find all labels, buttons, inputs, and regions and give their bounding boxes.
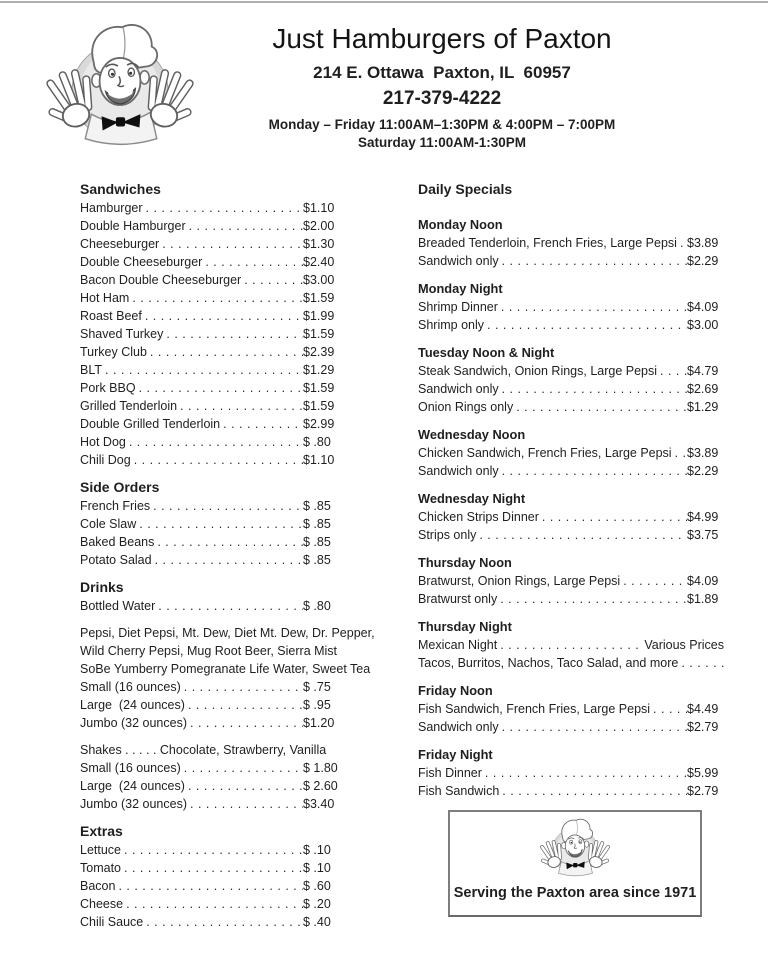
dot-leader bbox=[499, 462, 687, 480]
dot-leader bbox=[163, 325, 303, 343]
item-price: $ .80 bbox=[303, 435, 331, 449]
dot-leader bbox=[476, 526, 687, 544]
item-name: Large (24 ounces) bbox=[80, 698, 185, 712]
item-name: Chicken Strips Dinner bbox=[418, 510, 539, 524]
dot-leader bbox=[220, 415, 303, 433]
item-price: $4.09 bbox=[687, 574, 719, 588]
daily-special bbox=[418, 554, 724, 608]
menu-section bbox=[80, 578, 343, 615]
item-price: $1.59 bbox=[303, 381, 335, 395]
special-day-heading: Monday Night bbox=[418, 281, 503, 296]
daily-special bbox=[418, 490, 724, 544]
item-price: $2.00 bbox=[303, 219, 335, 233]
menu-item bbox=[80, 759, 343, 777]
item-name: Bratwurst only bbox=[418, 592, 498, 606]
item-name: Shaved Turkey bbox=[80, 327, 164, 341]
menu-item bbox=[80, 289, 343, 307]
item-name: Bacon Double Cheeseburger bbox=[80, 273, 242, 287]
item-price: $1.10 bbox=[303, 201, 335, 215]
menu-left-column bbox=[80, 180, 375, 931]
menu-section bbox=[80, 180, 343, 469]
menu-item bbox=[80, 235, 343, 253]
menu-item bbox=[80, 597, 343, 615]
item-name: Cheese bbox=[80, 897, 124, 911]
dot-leader bbox=[121, 841, 303, 859]
menu-item bbox=[80, 415, 343, 433]
menu-item bbox=[80, 678, 343, 696]
special-day-heading: Friday Noon bbox=[418, 683, 493, 698]
soda-jerk-mascot-icon-small bbox=[536, 815, 614, 884]
item-name: Sandwich only bbox=[418, 720, 499, 734]
section-heading: Sandwiches bbox=[80, 181, 161, 197]
item-name: Double Hamburger bbox=[80, 219, 186, 233]
menu-item bbox=[418, 718, 724, 736]
item-name: Chicken Sandwich, French Fries, Large Pepsi bbox=[418, 446, 672, 460]
item-price: $2.39 bbox=[303, 345, 335, 359]
item-name: Jumbo (32 ounces) bbox=[80, 716, 188, 730]
item-name: Sandwich only bbox=[418, 254, 499, 268]
item-price: $ .40 bbox=[303, 915, 331, 929]
dot-leader bbox=[497, 590, 687, 608]
item-name: Sandwich only bbox=[418, 382, 499, 396]
tagline: Serving the Paxton area since 1971 bbox=[453, 885, 697, 901]
dot-leader bbox=[136, 379, 303, 397]
item-name: Potato Salad bbox=[80, 553, 152, 567]
daily-special bbox=[418, 216, 724, 270]
section-heading: Drinks bbox=[80, 579, 124, 595]
top-rule bbox=[0, 1, 768, 3]
item-name: Small (16 ounces) bbox=[80, 680, 181, 694]
item-price: $ .10 bbox=[303, 861, 331, 875]
menu-item bbox=[418, 764, 724, 782]
item-price: $2.79 bbox=[687, 784, 719, 798]
dot-leader bbox=[152, 551, 303, 569]
item-price: $3.75 bbox=[687, 528, 719, 542]
menu-item bbox=[80, 895, 343, 913]
menu-item bbox=[418, 590, 724, 608]
dot-leader bbox=[186, 217, 303, 235]
item-name: Fish Sandwich, French Fries, Large Pepsi bbox=[418, 702, 651, 716]
menu-item bbox=[80, 271, 343, 289]
special-day-heading: Monday Noon bbox=[418, 217, 503, 232]
menu-item bbox=[418, 654, 724, 672]
item-name: Mexican Night bbox=[418, 638, 498, 652]
item-price: $3.89 bbox=[687, 446, 719, 460]
header-text-block bbox=[122, 22, 762, 150]
dot-leader bbox=[147, 343, 303, 361]
item-price: $1.59 bbox=[303, 291, 335, 305]
item-name: Large (24 ounces) bbox=[80, 779, 185, 793]
special-day-heading: Thursday Noon bbox=[418, 555, 512, 570]
dot-leader bbox=[142, 307, 303, 325]
menu-item bbox=[80, 533, 343, 551]
item-name: Fish Sandwich bbox=[418, 784, 500, 798]
item-price: $ .85 bbox=[303, 553, 331, 567]
item-name: Onion Rings only bbox=[418, 400, 514, 414]
item-price: $ 2.60 bbox=[303, 779, 338, 793]
menu-item bbox=[418, 526, 724, 544]
dot-leader bbox=[672, 444, 687, 462]
section-note: Shakes . . . . . Chocolate, Strawberry, Vanilla bbox=[80, 743, 327, 757]
item-name: Double Cheeseburger bbox=[80, 255, 203, 269]
dot-leader bbox=[129, 289, 303, 307]
item-price: $1.20 bbox=[303, 716, 335, 730]
menu-item bbox=[80, 361, 343, 379]
item-name: Tomato bbox=[80, 861, 121, 875]
phone-number: 217-379-4222 bbox=[382, 88, 502, 109]
dot-leader bbox=[185, 696, 303, 714]
special-day-heading: Thursday Night bbox=[418, 619, 512, 634]
dot-leader bbox=[482, 764, 687, 782]
footer-box bbox=[448, 810, 702, 917]
menu-item bbox=[80, 451, 343, 469]
dot-leader bbox=[126, 433, 303, 451]
dot-leader bbox=[484, 316, 687, 334]
item-price: $2.29 bbox=[687, 254, 719, 268]
daily-special bbox=[418, 280, 724, 334]
item-price: $1.59 bbox=[303, 327, 335, 341]
menu-item bbox=[80, 841, 343, 859]
menu-item bbox=[80, 253, 343, 271]
menu-section bbox=[80, 478, 343, 569]
item-name: BLT bbox=[80, 363, 102, 377]
dot-leader bbox=[539, 508, 687, 526]
dot-leader bbox=[123, 895, 303, 913]
menu-item bbox=[80, 877, 343, 895]
dot-leader bbox=[499, 252, 687, 270]
menu-item bbox=[80, 379, 343, 397]
menu-item bbox=[418, 380, 724, 398]
item-price: $ .10 bbox=[303, 843, 331, 857]
item-price: $1.99 bbox=[303, 309, 335, 323]
item-price: $4.79 bbox=[687, 364, 719, 378]
item-name: Shrimp Dinner bbox=[418, 300, 498, 314]
daily-special bbox=[418, 618, 724, 672]
item-price: $1.59 bbox=[303, 399, 335, 413]
dot-leader bbox=[102, 361, 303, 379]
section-note: Pepsi, Diet Pepsi, Mt. Dew, Diet Mt. Dew, Dr. Pepper, bbox=[80, 626, 375, 640]
dot-leader bbox=[657, 362, 687, 380]
item-price: $ .85 bbox=[303, 517, 331, 531]
menu-item bbox=[80, 515, 343, 533]
menu-item bbox=[418, 398, 724, 416]
menu-item bbox=[418, 252, 724, 270]
daily-special bbox=[418, 426, 724, 480]
item-name: Lettuce bbox=[80, 843, 122, 857]
dot-leader bbox=[620, 572, 687, 590]
item-name: Fish Dinner bbox=[418, 766, 482, 780]
menu-item bbox=[80, 696, 343, 714]
item-price: $5.99 bbox=[687, 766, 719, 780]
item-name: Double Grilled Tenderloin bbox=[80, 417, 221, 431]
item-price: $1.89 bbox=[687, 592, 719, 606]
dot-leader bbox=[181, 678, 303, 696]
menu-item bbox=[80, 325, 343, 343]
dot-leader bbox=[499, 718, 687, 736]
hours-saturday: Saturday 11:00AM-1:30PM bbox=[357, 135, 527, 150]
item-price: $3.00 bbox=[303, 273, 335, 287]
dot-leader bbox=[187, 795, 303, 813]
daily-special bbox=[418, 746, 724, 800]
item-price: $4.09 bbox=[687, 300, 719, 314]
item-price: $4.99 bbox=[687, 510, 719, 524]
item-name: Chili Dog bbox=[80, 453, 131, 467]
item-price: $1.29 bbox=[687, 400, 719, 414]
item-name: Cole Slaw bbox=[80, 517, 137, 531]
dot-leader bbox=[115, 877, 303, 895]
item-name: Shrimp only bbox=[418, 318, 484, 332]
item-name: Hot Dog bbox=[80, 435, 126, 449]
menu-item bbox=[418, 362, 724, 380]
menu-item bbox=[80, 217, 343, 235]
item-name: Pork BBQ bbox=[80, 381, 136, 395]
dot-leader bbox=[154, 533, 303, 551]
item-price: $3.89 bbox=[687, 236, 719, 250]
menu-item bbox=[418, 700, 724, 718]
menu-item bbox=[418, 234, 724, 252]
item-price: Various Prices bbox=[644, 638, 724, 652]
daily-special bbox=[418, 344, 724, 416]
item-name: Hamburger bbox=[80, 201, 143, 215]
item-name: Hot Ham bbox=[80, 291, 130, 305]
menu-item bbox=[80, 714, 343, 732]
dot-leader bbox=[513, 398, 687, 416]
dot-leader bbox=[650, 700, 687, 718]
special-day-heading: Friday Night bbox=[418, 747, 493, 762]
menu-item bbox=[80, 795, 343, 813]
dot-leader bbox=[177, 397, 303, 415]
item-price: $ .95 bbox=[303, 698, 331, 712]
item-price: $ .85 bbox=[303, 499, 331, 513]
section-heading: Side Orders bbox=[80, 479, 160, 495]
item-price: $2.69 bbox=[687, 382, 719, 396]
menu-item bbox=[80, 859, 343, 877]
section-heading: Extras bbox=[80, 823, 123, 839]
menu-item bbox=[80, 497, 343, 515]
menu-item bbox=[418, 316, 724, 334]
menu-item bbox=[80, 913, 343, 931]
menu-item bbox=[80, 777, 343, 795]
item-price: $2.29 bbox=[687, 464, 719, 478]
item-price: $ .85 bbox=[303, 535, 331, 549]
item-price: $2.99 bbox=[303, 417, 335, 431]
item-name: Sandwich only bbox=[418, 464, 499, 478]
item-name: Grilled Tenderloin bbox=[80, 399, 178, 413]
menu-section bbox=[80, 822, 343, 931]
special-day-heading: Wednesday Noon bbox=[418, 427, 526, 442]
dot-leader bbox=[202, 253, 303, 271]
menu-item bbox=[80, 343, 343, 361]
item-price: $ .80 bbox=[303, 599, 331, 613]
menu-item bbox=[80, 307, 343, 325]
daily-specials-column bbox=[418, 180, 724, 917]
item-price: $1.30 bbox=[303, 237, 335, 251]
item-price: $ 1.80 bbox=[303, 761, 338, 775]
section-note: Wild Cherry Pepsi, Mug Root Beer, Sierra Mist bbox=[80, 644, 338, 658]
menu-item bbox=[418, 444, 724, 462]
dot-leader bbox=[159, 235, 303, 253]
item-price: $3.00 bbox=[687, 318, 719, 332]
dot-leader bbox=[678, 654, 724, 672]
menu-item bbox=[418, 782, 724, 800]
item-price: $ .75 bbox=[303, 680, 331, 694]
address-line: 214 E. Ottawa Paxton, IL 60957 bbox=[313, 63, 571, 82]
daily-specials-list bbox=[418, 216, 724, 800]
dot-leader bbox=[241, 271, 303, 289]
special-day-heading: Wednesday Night bbox=[418, 491, 526, 506]
daily-specials-heading: Daily Specials bbox=[418, 181, 513, 197]
item-price: $1.10 bbox=[303, 453, 335, 467]
item-name: Roast Beef bbox=[80, 309, 142, 323]
menu-item bbox=[80, 433, 343, 451]
menu-item bbox=[418, 508, 724, 526]
item-name: Breaded Tenderloin, French Fries, Large Pepsi bbox=[418, 236, 677, 250]
restaurant-title: Just Hamburgers of Paxton bbox=[272, 23, 612, 54]
item-name: Chili Sauce bbox=[80, 915, 144, 929]
dot-leader bbox=[497, 636, 644, 654]
dot-leader bbox=[143, 199, 303, 217]
menu-item bbox=[418, 298, 724, 316]
dot-leader bbox=[498, 298, 687, 316]
item-price: $ .60 bbox=[303, 879, 331, 893]
item-name: Small (16 ounces) bbox=[80, 761, 181, 775]
item-price: $4.49 bbox=[687, 702, 719, 716]
item-price: $1.29 bbox=[303, 363, 335, 377]
item-name: Bacon bbox=[80, 879, 116, 893]
section-note: SoBe Yumberry Pomegranate Life Water, Sweet Tea bbox=[80, 662, 371, 676]
dot-leader bbox=[187, 714, 303, 732]
item-price: $2.40 bbox=[303, 255, 335, 269]
dot-leader bbox=[181, 759, 303, 777]
dot-leader bbox=[136, 515, 303, 533]
menu-item bbox=[80, 551, 343, 569]
menu-section bbox=[80, 624, 375, 732]
item-name: Jumbo (32 ounces) bbox=[80, 797, 188, 811]
menu-item bbox=[418, 572, 724, 590]
dot-leader bbox=[677, 234, 687, 252]
item-name: Bratwurst, Onion Rings, Large Pepsi bbox=[418, 574, 621, 588]
hours-weekday: Monday – Friday 11:00AM–1:30PM & 4:00PM – 7:00PM bbox=[268, 117, 616, 132]
item-name: Bottled Water bbox=[80, 599, 156, 613]
item-price: $2.79 bbox=[687, 720, 719, 734]
dot-leader bbox=[150, 497, 303, 515]
dot-leader bbox=[143, 913, 303, 931]
menu-item bbox=[418, 636, 724, 654]
dot-leader bbox=[155, 597, 303, 615]
special-day-heading: Tuesday Noon & Night bbox=[418, 345, 555, 360]
menu-item bbox=[80, 199, 343, 217]
item-name: Turkey Club bbox=[80, 345, 147, 359]
item-name: Cheeseburger bbox=[80, 237, 160, 251]
dot-leader bbox=[121, 859, 303, 877]
item-name: Baked Beans bbox=[80, 535, 155, 549]
item-price: $ .20 bbox=[303, 897, 331, 911]
menu-section bbox=[80, 741, 343, 813]
dot-leader bbox=[499, 380, 687, 398]
item-name: Steak Sandwich, Onion Rings, Large Pepsi bbox=[418, 364, 658, 378]
dot-leader bbox=[185, 777, 303, 795]
item-price: $3.40 bbox=[303, 797, 335, 811]
dot-leader bbox=[499, 782, 687, 800]
menu-item bbox=[80, 397, 343, 415]
menu-item bbox=[418, 462, 724, 480]
item-name: French Fries bbox=[80, 499, 151, 513]
dot-leader bbox=[131, 451, 303, 469]
daily-special bbox=[418, 682, 724, 736]
item-name: Tacos, Burritos, Nachos, Taco Salad, and more bbox=[418, 656, 679, 670]
item-name: Strips only bbox=[418, 528, 477, 542]
